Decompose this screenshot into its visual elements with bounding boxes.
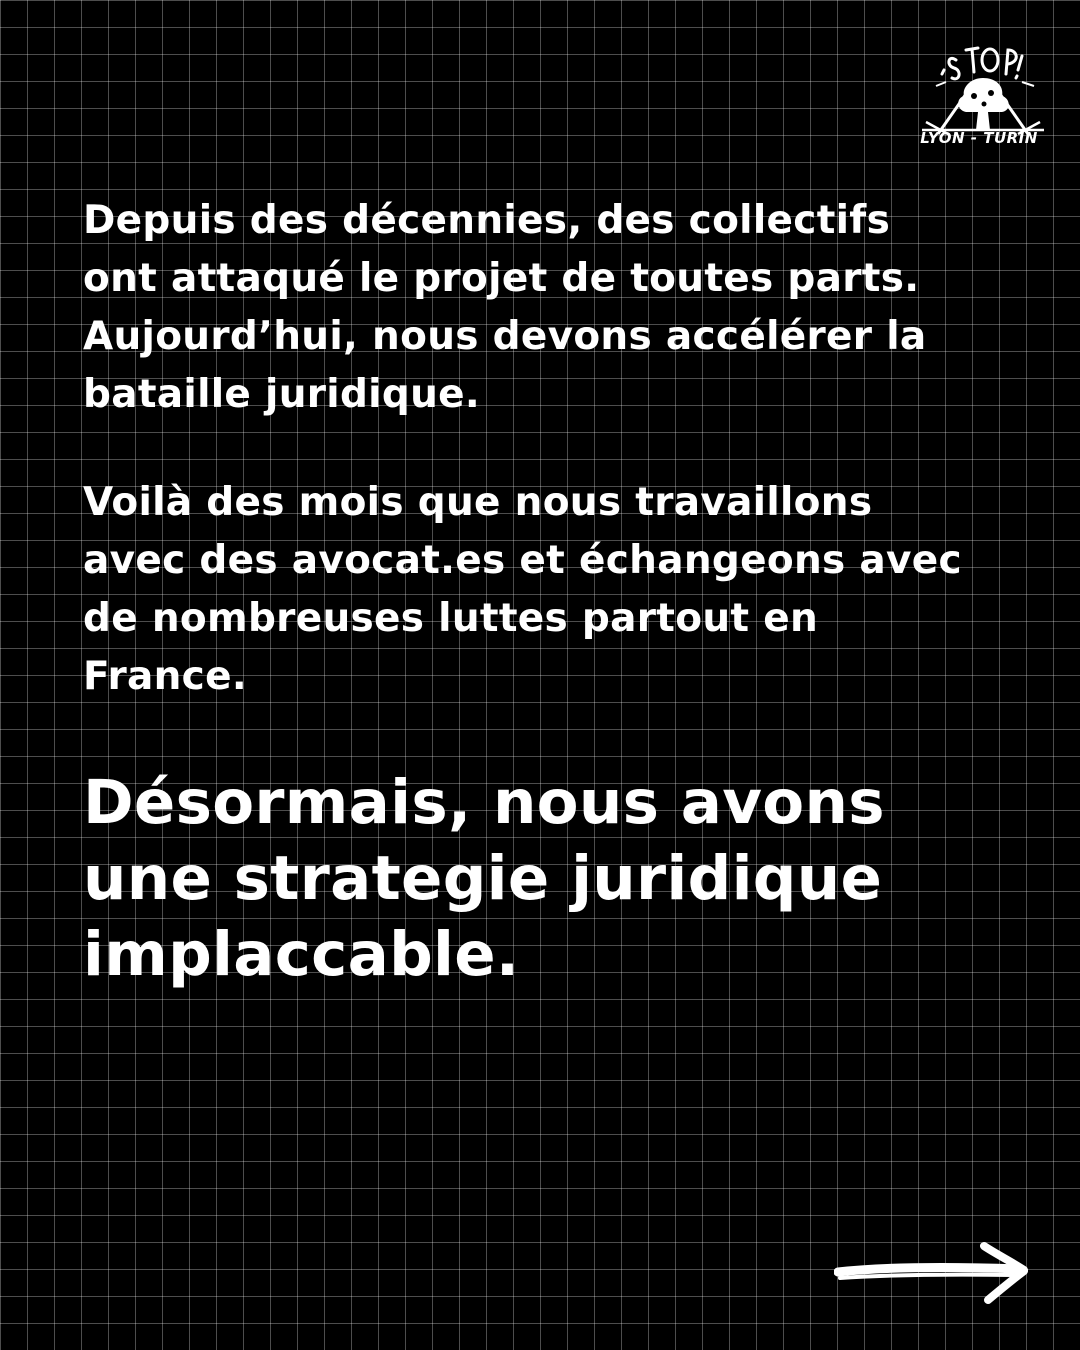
logo-caption: LYON - TURIN xyxy=(920,129,1038,147)
headline: Désormais, nous avons une strategie juridique implaccable. xyxy=(83,767,885,990)
arrow-right-icon xyxy=(834,1238,1030,1308)
second-paragraph: Voilà des mois que nous travaillons avec des avocat.es et échangeons avec de nombreuses luttes partout en France. xyxy=(83,480,962,699)
intro-paragraph: Depuis des décennies, des collectifs ont attaqué le projet de toutes parts. Aujourd’hui, nous devons accélérer la bataille juridique. xyxy=(83,198,927,417)
next-slide-button[interactable] xyxy=(834,1238,1030,1308)
